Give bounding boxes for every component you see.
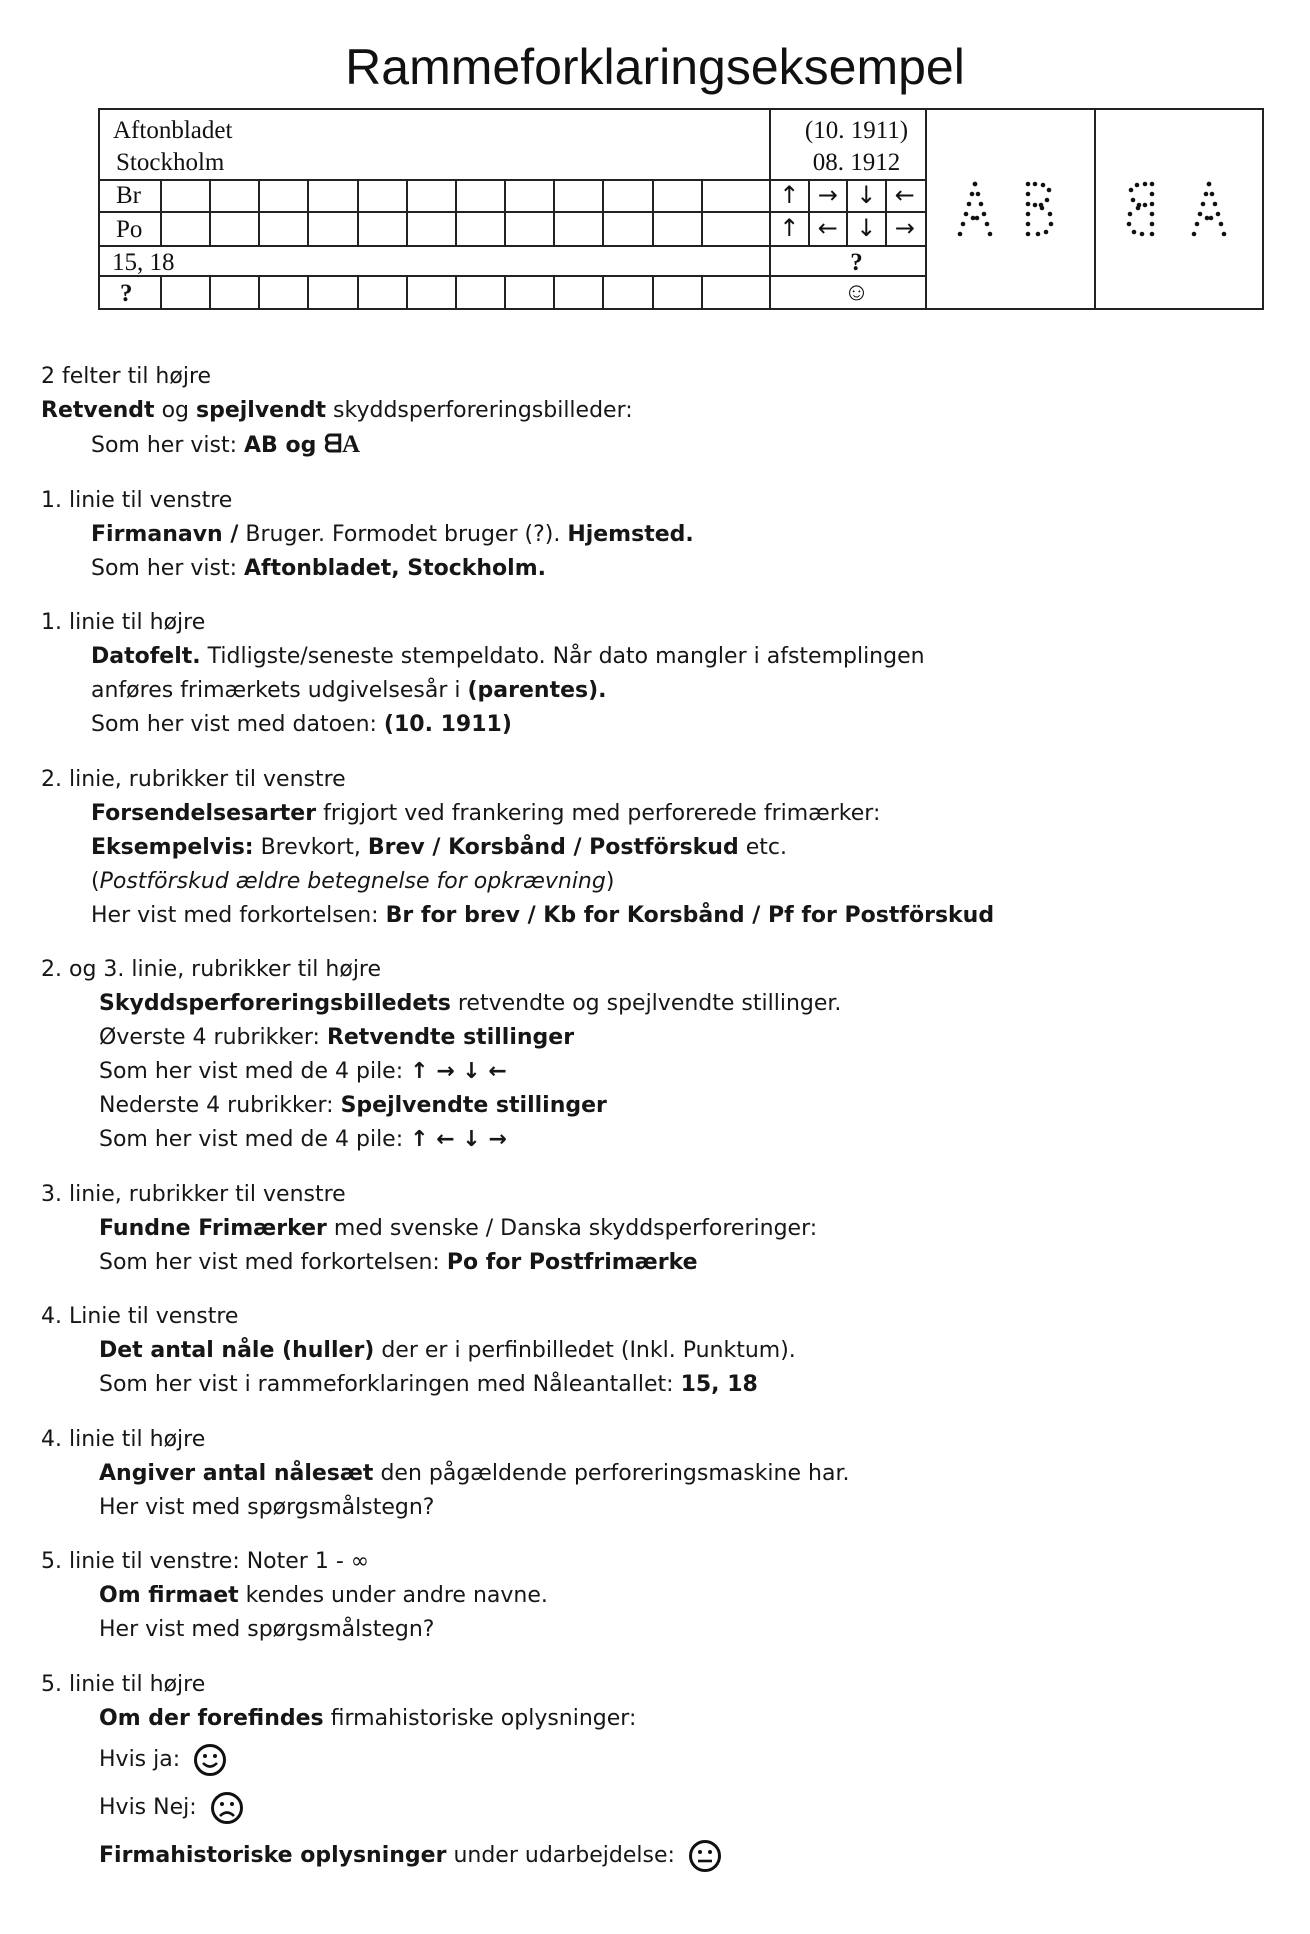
arrow-icon: ← bbox=[817, 214, 838, 242]
text-bold: Retvendte stillinger bbox=[326, 1025, 575, 1050]
frame-cell-line bbox=[701, 275, 703, 310]
text: Som her vist med de 4 pile: bbox=[99, 1127, 411, 1152]
text: Nederste 4 rubrikker: bbox=[99, 1093, 341, 1118]
neutral-face-icon bbox=[688, 1839, 722, 1873]
happy-face-icon bbox=[193, 1743, 227, 1777]
text: skyddsperforeringsbilleder: bbox=[326, 398, 633, 423]
frame-cell-line bbox=[808, 179, 810, 245]
city-name: Stockholm bbox=[116, 149, 225, 176]
row-label-po: Po bbox=[116, 216, 143, 243]
frame-cell-line bbox=[553, 275, 555, 310]
arrow-icon: ← bbox=[894, 181, 915, 209]
arrow-icon: ↑ bbox=[779, 214, 800, 242]
section-heading: 2. og 3. linie, rubrikker til højre bbox=[41, 957, 382, 982]
sad-face-icon bbox=[210, 1791, 244, 1825]
section-heading: 1. linie til venstre bbox=[41, 487, 233, 513]
text: og bbox=[154, 398, 196, 423]
frame-cell-line bbox=[602, 275, 604, 310]
section-heading: 3. linie, rubrikker til venstre bbox=[41, 1181, 346, 1207]
needle-count: 15, 18 bbox=[112, 249, 175, 276]
frame-cell-line bbox=[701, 179, 703, 245]
frame-cell-line bbox=[652, 179, 654, 245]
text: der er i perfinbilledet (Inkl. Punktum). bbox=[374, 1338, 796, 1363]
needle-sets: ? bbox=[850, 249, 863, 276]
example-frame bbox=[98, 108, 1264, 310]
text: Som her vist: bbox=[91, 433, 244, 458]
section-heading: 5. linie til højre bbox=[41, 1671, 206, 1697]
section-line1-left bbox=[41, 484, 1261, 586]
frame-cell-line bbox=[209, 179, 211, 245]
text: Bruger. Formodet bruger (?). bbox=[238, 521, 568, 547]
section-heading: 4. linie til højre bbox=[41, 1426, 206, 1452]
text: Tidligste/seneste stempeldato. Når dato mangler i afstemplingen bbox=[200, 644, 925, 669]
frame-cell-line bbox=[406, 275, 408, 310]
frame-cell-line bbox=[455, 275, 457, 310]
frame-cell-line bbox=[357, 275, 359, 310]
page-title: Rammeforklaringseksempel bbox=[345, 39, 965, 95]
frame-cell-line bbox=[553, 179, 555, 245]
text-bold: (parentes). bbox=[467, 678, 607, 703]
section-right-fields bbox=[41, 360, 1261, 463]
frame-cell-line bbox=[357, 179, 359, 245]
row-label-br: Br bbox=[116, 182, 141, 209]
text-bold: Firmahistoriske oplysninger bbox=[99, 1842, 447, 1868]
text-bold: Datofelt. bbox=[91, 644, 201, 669]
text-bold: Brev / Korsbånd / Postförskud bbox=[367, 834, 739, 860]
text: Øverste 4 rubrikker: bbox=[99, 1025, 327, 1050]
frame-cell-line bbox=[652, 275, 654, 310]
section-line4-right bbox=[41, 1423, 1261, 1525]
text-bold: Om der forefindes bbox=[99, 1705, 324, 1731]
text-bold: spejlvendt bbox=[196, 398, 327, 423]
section-line5-left bbox=[41, 1545, 1261, 1647]
text-bold: Aftonbladet, Stockholm. bbox=[244, 555, 546, 581]
text: under udarbejdelse: bbox=[446, 1842, 675, 1868]
text: den pågældende perforeringsmaskine har. bbox=[373, 1460, 850, 1486]
frame-divider bbox=[1094, 108, 1096, 310]
arrow-icon: ↑ bbox=[779, 181, 800, 209]
text-bold: Forsendelsesarter bbox=[91, 800, 317, 826]
text: firmahistoriske oplysninger: bbox=[323, 1705, 637, 1731]
text-bold: Fundne Frimærker bbox=[99, 1215, 327, 1241]
text-bold: Det antal nåle (huller) bbox=[99, 1338, 375, 1363]
text: Hvis Nej: bbox=[99, 1794, 197, 1820]
section-heading: 5. linie til venstre: Noter 1 - ∞ bbox=[41, 1549, 370, 1574]
text: Som her vist med forkortelsen: bbox=[99, 1249, 447, 1275]
text-bold: Skyddsperforeringsbilledets bbox=[99, 991, 451, 1016]
section-heading: 2 felter til højre bbox=[41, 364, 212, 389]
perfin-mirror-image bbox=[1122, 178, 1242, 248]
text: Hvis ja: bbox=[99, 1746, 181, 1772]
text: ( bbox=[91, 868, 100, 894]
date-last: 08. 1912 bbox=[812, 149, 901, 176]
frame-cell-line bbox=[455, 179, 457, 245]
arrow-icon: → bbox=[817, 181, 838, 209]
company-name: Aftonbladet bbox=[113, 117, 233, 144]
frame-cell-line bbox=[307, 275, 309, 310]
history-smiley: ☺ bbox=[843, 279, 870, 306]
section-line5-right bbox=[41, 1668, 1261, 1880]
text-bold: Spejlvendte stillinger bbox=[340, 1093, 607, 1118]
text: Brevkort, bbox=[253, 834, 368, 860]
text: Her vist med spørgsmålstegn? bbox=[99, 1494, 435, 1520]
text: Som her vist i rammeforklaringen med Nåleantallet: bbox=[99, 1372, 681, 1397]
frame-cell-line bbox=[258, 179, 260, 245]
section-heading: 1. linie til højre bbox=[41, 610, 206, 635]
frame-cell-line bbox=[885, 179, 887, 245]
text-bold: 15, 18 bbox=[680, 1372, 758, 1397]
text-bold: Firmanavn / bbox=[91, 521, 239, 547]
frame-cell-line bbox=[258, 275, 260, 310]
frame-cell-line bbox=[504, 275, 506, 310]
section-line2-left bbox=[41, 763, 1261, 933]
explanations bbox=[41, 360, 1261, 1900]
text-bold: Retvendt bbox=[41, 398, 155, 423]
section-line3-left bbox=[41, 1178, 1261, 1280]
frame-cell-line bbox=[160, 179, 162, 245]
arrow-icons: ↑ → ↓ ← bbox=[410, 1059, 507, 1084]
frame-cell-line bbox=[307, 179, 309, 245]
text: Som her vist: bbox=[91, 555, 244, 581]
notes-mark: ? bbox=[120, 280, 133, 307]
text: Her vist med spørgsmålstegn? bbox=[99, 1617, 435, 1642]
section-heading: 2. linie, rubrikker til venstre bbox=[41, 766, 346, 792]
text: frigjort ved frankering med perforerede frimærker: bbox=[316, 800, 881, 826]
section-lines23-right bbox=[41, 953, 1261, 1157]
text-bold: Hjemsted. bbox=[567, 521, 694, 547]
perfin-upright-image bbox=[952, 178, 1072, 248]
arrow-icon: ↓ bbox=[856, 181, 877, 209]
text: etc. bbox=[738, 834, 787, 860]
frame-cell-line bbox=[209, 275, 211, 310]
frame-cell-line bbox=[846, 179, 848, 245]
text-bold: Eksempelvis: bbox=[91, 834, 254, 860]
frame-cell-line bbox=[160, 275, 162, 310]
frame-cell-line bbox=[602, 179, 604, 245]
frame-row-line bbox=[100, 275, 925, 277]
text: anføres frimærkets udgivelsesår i bbox=[91, 678, 468, 703]
text-bold: Br for brev / Kb for Korsbånd / Pf for Postförskud bbox=[385, 902, 995, 928]
text: Som her vist med datoen: bbox=[91, 712, 384, 737]
text-bold: Om firmaet bbox=[99, 1583, 239, 1608]
text: ) bbox=[605, 868, 615, 894]
text-bold: Angiver antal nålesæt bbox=[99, 1460, 374, 1486]
text-bold: AB og bbox=[244, 433, 324, 458]
frame-cell-line bbox=[406, 179, 408, 245]
arrow-icon: → bbox=[894, 214, 915, 242]
text: Som her vist med de 4 pile: bbox=[99, 1059, 411, 1084]
text-italic: Postförskud ældre betegnelse for opkrævning bbox=[99, 868, 606, 894]
section-heading: 4. Linie til venstre bbox=[41, 1304, 239, 1329]
section-line4-left bbox=[41, 1300, 1261, 1402]
text: kendes under andre navne. bbox=[238, 1583, 548, 1608]
frame-cell-line bbox=[504, 179, 506, 245]
text: retvendte og spejlvendte stillinger. bbox=[450, 991, 842, 1016]
section-line1-right bbox=[41, 606, 1261, 742]
arrow-icons: ↑ ← ↓ → bbox=[410, 1127, 507, 1152]
text-bold: (10. 1911) bbox=[383, 712, 512, 737]
text-bold: Po for Postfrimærke bbox=[446, 1249, 698, 1275]
frame-row-line bbox=[100, 245, 925, 247]
mirrored-ab-glyph: ᗺA bbox=[323, 431, 361, 458]
text: med svenske / Danska skyddsperforeringer: bbox=[326, 1215, 818, 1241]
arrow-icon: ↓ bbox=[856, 214, 877, 242]
text: Her vist med forkortelsen: bbox=[91, 902, 386, 928]
date-first: (10. 1911) bbox=[804, 117, 909, 144]
